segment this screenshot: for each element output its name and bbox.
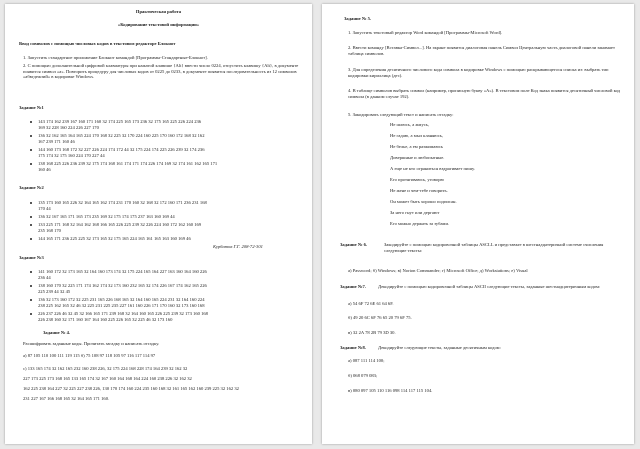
worksheet-page-1 <box>5 4 312 444</box>
code-line: 167 239 171 160 46 <box>38 139 75 144</box>
bullet <box>30 224 32 226</box>
poem-line: Он может быть хорошо подписан. <box>390 199 457 204</box>
code-line: 170 44 <box>38 206 51 211</box>
task-1-label: Задание №1 <box>19 105 44 110</box>
bullet <box>30 238 32 240</box>
section-heading: Ввод символов с помощью числовых кодов в текстовом редакторе Блокнот <box>19 41 176 46</box>
task-5-step: 5. Закодировать следующий текст и написать отгадку: <box>348 112 454 117</box>
code-line: 225 239 44 32 45 <box>38 289 71 294</box>
bullet <box>30 121 32 123</box>
task-6-text: Закодируйте с помощью кодировочной таблицы ASCLL и представьте в шестнадцатеричной системе счисления следующие тексты: <box>384 242 604 253</box>
code-line: 169 32 228 160 224 226 227 170 <box>38 125 99 130</box>
task-4-intro: Расшифровать заданные коды. Прочитать загадку и написать отгадку. <box>23 341 160 346</box>
code-line: 136 32 173 160 172 32 225 231 165 226 168 165 32 164 160 165 224 231 32 164 160 224 <box>38 297 205 302</box>
code-line: 236 44 <box>38 275 51 280</box>
code-line: 226 238 160 32 171 160 167 164 160 225 226 165 32 225 46 32 173 160 <box>38 317 173 322</box>
bullet <box>30 216 32 218</box>
poem-line: Не белье, а ем разжимаюсь <box>390 144 444 149</box>
task-7-item: а) 54 6F 72 6E 61 64 6F. <box>348 301 394 306</box>
bullet <box>30 163 32 165</box>
code-line: 162 225 238 164 227 32 225 227 238 226, 130 170 174 160 224 235 160 168 32 161 165 162 160 239 225 32 162 32 <box>23 386 239 391</box>
task-7-item: б) 49 20 6C 6F 76 65 20 79 6F 75. <box>348 315 412 320</box>
instruction-step-2: 2. С помощью дополнительной цифровой клавиатуры при нажатой клавише {Alt} ввести число 0224, отпустить клавишу {Alt}, в документе появится символ «а». Повторить процедуру для числовых кодов от 0225 до 0233, в документе появится последовательность из 12 символов «абвгдежзий» в кодировке Windows. <box>23 63 299 80</box>
task-6-label: Задание № 6. <box>340 242 368 247</box>
author-signature: Курбатов Г.Г. 208-72-301 <box>213 244 263 249</box>
task-5-step: 1. Запустить текстовый редактор Word командой [Программы-Microsoft Word]. <box>348 30 503 35</box>
poem-line: Не жене и чем-тебе говорить. <box>390 188 448 193</box>
task-3-label: Задание №3 <box>19 255 44 260</box>
bullet <box>30 135 32 137</box>
bullet <box>30 271 32 273</box>
code-line: 135 173 160 165 226 32 164 165 162 174 231 170 160 32 168 32 172 160 171 236 231 168 <box>38 200 207 205</box>
bullet <box>30 202 32 204</box>
task-8-text: Декодируйте следующие тексты, заданные десятичным кодом: <box>378 345 501 350</box>
poem-line: Не шлюсь, а жмусь, <box>390 122 430 127</box>
bullet <box>30 299 32 301</box>
bullet <box>30 313 32 315</box>
task-8-item: б) 068 079 083; <box>348 373 378 378</box>
task-5-step: 3. Для определения десятичного числового кода символа в кодировке Windows с помощью раскрывающегося списка из: выбрать тип кодировки кириллица (дес). <box>348 67 609 78</box>
task-8-label: Задание №8. <box>340 345 366 350</box>
code-line: 238 225 162 165 32 46 32 225 231 225 235 227 161 160 226 171 170 160 32 173 160 168 <box>38 303 205 308</box>
code-line: 136 32 162 165 164 165 224 170 168 32 225 32 170 224 160 225 170 160 172 168 32 162 <box>38 133 205 138</box>
poem-line: Не гадаю, а мыл кланяюсь, <box>390 133 444 138</box>
page-subtitle: «Кодирование текстовой информации» <box>117 22 200 27</box>
task-5-step: 2. Ввести команду [Вставка-Символ...]. На экране появится диалоговая панель Символ Центральную часть диалоговой панели занимает таблица символов. <box>348 45 615 56</box>
page-title: Практическая работа <box>135 9 182 14</box>
code-line: с) 133 165 174 32 162 165 232 160 238 226, 32 175 224 168 228 174 164 239 32 162 32 <box>23 366 188 371</box>
code-line: 141 160 172 32 173 165 32 164 160 173 174 32 175 224 165 164 227 163 160 164 160 226 <box>38 269 207 274</box>
code-line: 175 174 32 175 160 224 170 227 44 <box>38 153 105 158</box>
poem-line: За него гнут или дергают <box>390 210 440 215</box>
task-2-label: Задание №2 <box>19 185 44 190</box>
task-5-label: Задание № 5. <box>344 16 372 21</box>
poem-line: Довершные и любопытные. <box>390 155 445 160</box>
code-line: 227 173 225 173 168 165 133 165 174 32 167 160 164 168 164 224 160 238 226 32 162 32 <box>23 376 192 381</box>
code-line: 226 237 226 46 32 45 32 166 165 171 239 168 32 164 160 165 226 225 239 32 173 160 168 <box>38 311 208 316</box>
code-line: 235 168 170 <box>38 228 61 233</box>
worksheet-page-2 <box>322 4 634 444</box>
poem-line: Его можно держать за зубами. <box>390 221 450 226</box>
code-line: 136 32 167 165 171 165 173 235 169 32 175 174 175 237 163 160 169 44 <box>38 214 175 219</box>
task-4-label: Задание № 4. <box>43 330 71 335</box>
task-7-label: Задание №7. <box>340 284 366 289</box>
code-line: 143 174 162 239 167 160 171 160 32 174 225 165 173 236 32 175 165 225 226 224 236 <box>38 119 202 124</box>
task-7-item: в) 32 2A 78 2B 79 3D 30. <box>348 330 396 335</box>
code-line: 138 168 225 226 236 239 32 175 174 168 161 174 171 174 226 174 169 32 174 161 162 165 171 <box>38 161 218 166</box>
code-line: а) 87 105 110 100 111 119 115 б) 75 108 97 118 105 97 116 117 114 97 <box>23 353 156 358</box>
task-8-item: а) 087 111 114 100; <box>348 358 385 363</box>
poem-line: А еще не кто ограниться вздрагивает пишу. <box>390 166 475 171</box>
poem-line: Его протягиваюсь, уговорю <box>390 177 444 182</box>
code-line: 160 46 <box>38 167 51 172</box>
code-line: 231 227 167 166 168 165 32 164 165 171 160. <box>23 396 110 401</box>
code-line: 138 160 170 32 225 171 174 162 174 32 173 160 232 165 32 174 226 167 174 162 165 226 <box>38 283 207 288</box>
code-line: 133 225 171 168 32 164 162 168 166 165 226 225 239 32 226 224 160 172 162 160 169 <box>38 222 202 227</box>
task-6-items: a) Password; б) Windows; в) Norton Commander; г) Microsoft Office; д) Workstations; е) Visual <box>348 268 528 273</box>
task-5-step: 4. В таблице символов выбрать символ (например, прописную букву «А»). В текстовом поле Код знака появится десятичный числовой код символа (в данном случае 192). <box>348 88 621 99</box>
task-8-item: в) 080 097 105 110 116 098 114 117 115 104. <box>348 388 433 393</box>
code-line: 144 165 171 236 225 225 32 173 165 32 175 165 224 165 161 165 163 160 169 46 <box>38 236 191 241</box>
task-7-text: Декодируйте с помощью кодировочной таблицы ASCII следующие тексты, заданные шестнадцатеричным кодом: <box>378 284 601 289</box>
bullet <box>30 285 32 287</box>
bullet <box>30 149 32 151</box>
code-line: 144 160 173 168 172 32 227 226 224 174 172 44 32 175 224 174 225 226 239 32 174 236 <box>38 147 205 152</box>
instruction-step-1: 1. Запустить стандартное приложение Блокнот командой [Программы-Стандартные-Блокнот]. <box>23 55 208 60</box>
